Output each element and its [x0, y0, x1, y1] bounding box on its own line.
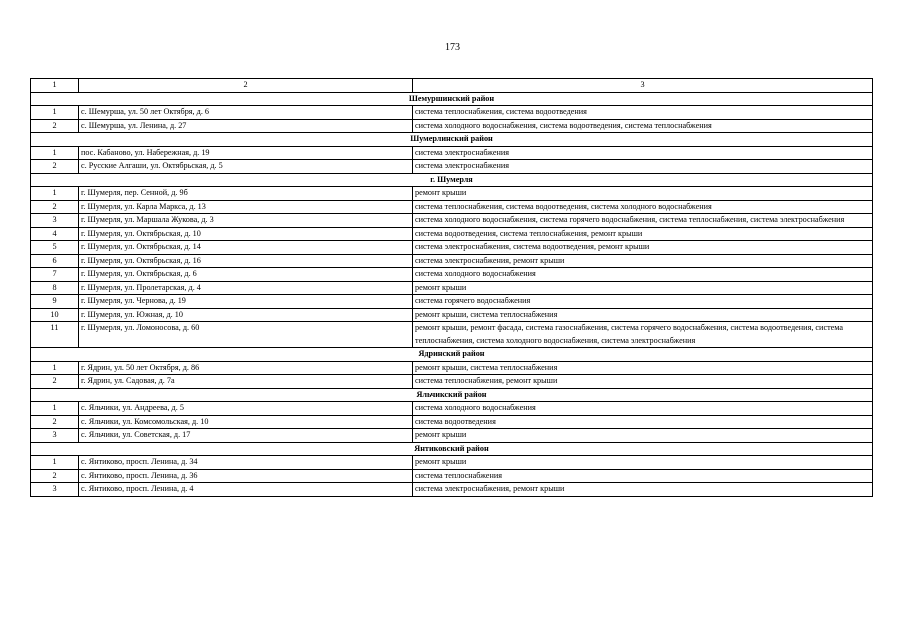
row-systems: система электроснабжения, система водоотведения, ремонт крыши [413, 241, 873, 255]
section-header-row [31, 442, 873, 456]
row-systems: ремонт крыши [413, 429, 873, 443]
row-address: г. Шумерля, пер. Сенной, д. 9б [79, 187, 413, 201]
row-number: 4 [31, 227, 79, 241]
table-row [31, 402, 873, 416]
row-address: с. Янтиково, просп. Ленина, д. 34 [79, 456, 413, 470]
table-row [31, 295, 873, 309]
row-systems: система электроснабжения [413, 146, 873, 160]
row-systems: система электроснабжения [413, 160, 873, 174]
table-row [31, 322, 873, 348]
row-address: г. Шумерля, ул. Ломоносова, д. 60 [79, 322, 413, 348]
row-address: с. Яльчики, ул. Советская, д. 17 [79, 429, 413, 443]
row-address: г. Шумерля, ул. Карла Маркса, д. 13 [79, 200, 413, 214]
row-address: г. Шумерля, ул. Чернова, д. 19 [79, 295, 413, 309]
row-systems: система теплоснабжения [413, 469, 873, 483]
table-row [31, 415, 873, 429]
section-title: Шумерлинский район [31, 133, 873, 147]
row-number: 1 [31, 106, 79, 120]
column-header-number: 1 [31, 79, 79, 93]
document-table [30, 78, 873, 497]
row-number: 3 [31, 429, 79, 443]
row-number: 2 [31, 160, 79, 174]
row-systems: система теплоснабжения, ремонт крыши [413, 375, 873, 389]
row-number: 2 [31, 415, 79, 429]
table-row [31, 227, 873, 241]
table-row [31, 361, 873, 375]
row-number: 1 [31, 361, 79, 375]
table-row [31, 119, 873, 133]
row-address: с. Янтиково, просп. Ленина, д. 4 [79, 483, 413, 497]
row-number: 2 [31, 119, 79, 133]
table-row [31, 268, 873, 282]
row-number: 3 [31, 483, 79, 497]
table-row [31, 483, 873, 497]
row-systems: ремонт крыши, система теплоснабжения [413, 308, 873, 322]
table-row [31, 429, 873, 443]
row-address: г. Ядрин, ул. 50 лет Октября, д. 86 [79, 361, 413, 375]
row-systems: ремонт крыши, система теплоснабжения [413, 361, 873, 375]
row-address: с. Яльчики, ул. Андреева, д. 5 [79, 402, 413, 416]
row-number: 3 [31, 214, 79, 228]
row-number: 10 [31, 308, 79, 322]
row-address: г. Шумерля, ул. Октябрьская, д. 6 [79, 268, 413, 282]
section-title: г. Шумерля [31, 173, 873, 187]
row-number: 11 [31, 322, 79, 348]
row-address: с. Русские Алгаши, ул. Октябрьская, д. 5 [79, 160, 413, 174]
row-systems: ремонт крыши [413, 281, 873, 295]
row-address: с. Яльчики, ул. Комсомольская, д. 10 [79, 415, 413, 429]
table-row [31, 106, 873, 120]
table-row [31, 160, 873, 174]
column-header-systems: 3 [413, 79, 873, 93]
row-systems: система водоотведения [413, 415, 873, 429]
table-row [31, 469, 873, 483]
row-number: 1 [31, 187, 79, 201]
column-header-address: 2 [79, 79, 413, 93]
row-systems: ремонт крыши [413, 456, 873, 470]
table-row [31, 281, 873, 295]
row-systems: система горячего водоснабжения [413, 295, 873, 309]
section-header-row [31, 92, 873, 106]
row-number: 8 [31, 281, 79, 295]
row-systems: система электроснабжения, ремонт крыши [413, 254, 873, 268]
section-title: Янтиковский район [31, 442, 873, 456]
table-row [31, 146, 873, 160]
row-address: с. Шемурша, ул. 50 лет Октября, д. 6 [79, 106, 413, 120]
row-number: 2 [31, 469, 79, 483]
row-systems: ремонт крыши [413, 187, 873, 201]
row-address: г. Шумерля, ул. Октябрьская, д. 10 [79, 227, 413, 241]
table-row [31, 308, 873, 322]
row-address: г. Шумерля, ул. Маршала Жукова, д. 3 [79, 214, 413, 228]
table-row [31, 254, 873, 268]
row-number: 5 [31, 241, 79, 255]
table-row [31, 456, 873, 470]
section-title: Шемуршинский район [31, 92, 873, 106]
row-number: 2 [31, 200, 79, 214]
header-row [31, 79, 873, 93]
row-number: 1 [31, 402, 79, 416]
row-systems: ремонт крыши, ремонт фасада, система газоснабжения, система горячего водоснабжения, система водоотведения, система теплоснабжения, система холодного водоснабжения, система электроснабжения [413, 322, 873, 348]
row-systems: система теплоснабжения, система водоотведения [413, 106, 873, 120]
table-row [31, 187, 873, 201]
row-systems: система холодного водоснабжения [413, 402, 873, 416]
row-number: 2 [31, 375, 79, 389]
table-row [31, 200, 873, 214]
row-address: г. Шумерля, ул. Октябрьская, д. 14 [79, 241, 413, 255]
row-number: 1 [31, 146, 79, 160]
section-header-row [31, 348, 873, 362]
table-row [31, 241, 873, 255]
row-address: с. Шемурша, ул. Ленина, д. 27 [79, 119, 413, 133]
row-systems: система теплоснабжения, система водоотведения, система холодного водоснабжения [413, 200, 873, 214]
row-number: 9 [31, 295, 79, 309]
row-number: 7 [31, 268, 79, 282]
section-header-row [31, 133, 873, 147]
row-address: с. Янтиково, просп. Ленина, д. 36 [79, 469, 413, 483]
row-systems: система холодного водоснабжения, система горячего водоснабжения, система теплоснабжения, система электроснабжения [413, 214, 873, 228]
section-header-row [31, 173, 873, 187]
table-row [31, 214, 873, 228]
row-address: г. Шумерля, ул. Октябрьская, д. 16 [79, 254, 413, 268]
row-address: г. Ядрин, ул. Садовая, д. 7а [79, 375, 413, 389]
row-systems: система электроснабжения, ремонт крыши [413, 483, 873, 497]
row-address: г. Шумерля, ул. Южная, д. 10 [79, 308, 413, 322]
row-systems: система водоотведения, система теплоснабжения, ремонт крыши [413, 227, 873, 241]
row-number: 6 [31, 254, 79, 268]
table-row [31, 375, 873, 389]
row-address: г. Шумерля, ул. Пролетарская, д. 4 [79, 281, 413, 295]
section-title: Яльчикский район [31, 388, 873, 402]
section-header-row [31, 388, 873, 402]
page-number: 173 [445, 42, 460, 53]
table-body [31, 79, 873, 497]
row-systems: система холодного водоснабжения, система водоотведения, система теплоснабжения [413, 119, 873, 133]
section-title: Ядринский район [31, 348, 873, 362]
row-address: пос. Кабаново, ул. Набережная, д. 19 [79, 146, 413, 160]
row-number: 1 [31, 456, 79, 470]
row-systems: система холодного водоснабжения [413, 268, 873, 282]
